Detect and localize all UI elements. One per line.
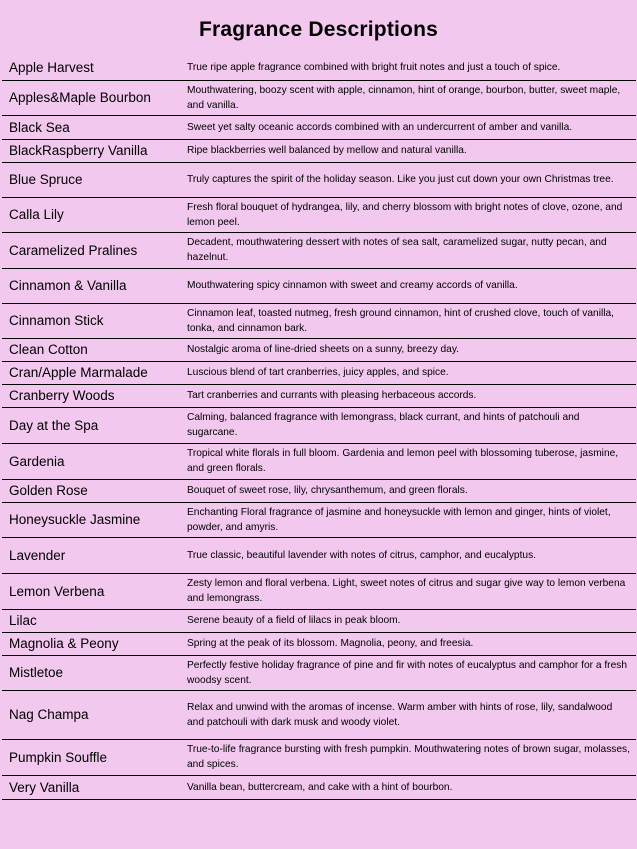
- fragrance-description: Tropical white florals in full bloom. Gardenia and lemon peel with blossoming tuberose, jasmine, and green florals.: [179, 443, 636, 479]
- fragrance-description: Serene beauty of a field of lilacs in peak bloom.: [179, 609, 636, 632]
- fragrance-description: Mouthwatering spicy cinnamon with sweet and creamy accords of vanilla.: [179, 268, 636, 303]
- fragrance-description: Enchanting Floral fragrance of jasmine and honeysuckle with lemon and ginger, hints of violet, powder, and amyris.: [179, 502, 636, 537]
- table-row: [2, 115, 636, 139]
- table-row: [2, 139, 636, 162]
- table-row: [2, 479, 636, 502]
- fragrance-description: True-to-life fragrance bursting with fresh pumpkin. Mouthwatering notes of brown sugar, molasses, and spices.: [179, 739, 636, 775]
- fragrance-description: Sweet yet salty oceanic accords combined with an undercurrent of amber and vanilla.: [179, 115, 636, 139]
- fragrance-description: Perfectly festive holiday fragrance of pine and fir with notes of eucalyptus and camphor for a fresh woodsy scent.: [179, 655, 636, 690]
- table-row: [2, 384, 636, 407]
- fragrance-name: Lilac: [2, 609, 179, 632]
- fragrance-name: Apple Harvest: [2, 56, 179, 80]
- fragrance-name: Lavender: [2, 537, 179, 573]
- fragrance-name: Calla Lily: [2, 197, 179, 232]
- table-row: [2, 690, 636, 739]
- fragrance-name: Day at the Spa: [2, 407, 179, 443]
- fragrance-description: True classic, beautiful lavender with notes of citrus, camphor, and eucalyptus.: [179, 537, 636, 573]
- fragrance-name: Honeysuckle Jasmine: [2, 502, 179, 537]
- fragrance-description: Decadent, mouthwatering dessert with notes of sea salt, caramelized sugar, nutty pecan, and hazelnut.: [179, 232, 636, 268]
- fragrance-name: Black Sea: [2, 115, 179, 139]
- fragrance-name: Blue Spruce: [2, 162, 179, 197]
- fragrance-name: Nag Champa: [2, 690, 179, 739]
- fragrance-description: Tart cranberries and currants with pleasing herbaceous accords.: [179, 384, 636, 407]
- table-row: [2, 162, 636, 197]
- fragrance-name: Cinnamon & Vanilla: [2, 268, 179, 303]
- page-title: Fragrance Descriptions: [199, 18, 438, 41]
- table-row: [2, 268, 636, 303]
- fragrance-name: Pumpkin Souffle: [2, 739, 179, 775]
- table-row: [2, 232, 636, 268]
- fragrance-name: Magnolia & Peony: [2, 632, 179, 655]
- fragrance-name: Caramelized Pralines: [2, 232, 179, 268]
- table-row: [2, 775, 636, 799]
- fragrance-description: Nostalgic aroma of line-dried sheets on a sunny, breezy day.: [179, 338, 636, 361]
- fragrance-description: Cinnamon leaf, toasted nutmeg, fresh ground cinnamon, hint of crushed clove, touch of vanilla, tonka, and cinnamon bark.: [179, 303, 636, 338]
- fragrance-description: Truly captures the spirit of the holiday season. Like you just cut down your own Christmas tree.: [179, 162, 636, 197]
- fragrance-name: Lemon Verbena: [2, 573, 179, 609]
- fragrance-name: Cran/Apple Marmalade: [2, 361, 179, 384]
- table-row: [2, 56, 636, 80]
- fragrance-name: BlackRaspberry Vanilla: [2, 139, 179, 162]
- table-row: [2, 739, 636, 775]
- table-row: [2, 80, 636, 115]
- table-row: [2, 609, 636, 632]
- fragrance-name: Cinnamon Stick: [2, 303, 179, 338]
- table-row: [2, 537, 636, 573]
- table-row: [2, 361, 636, 384]
- fragrance-description: Relax and unwind with the aromas of incense. Warm amber with hints of rose, lily, sandalwood and patchouli with dark musk and woody violet.: [179, 690, 636, 739]
- fragrance-description: Spring at the peak of its blossom. Magnolia, peony, and freesia.: [179, 632, 636, 655]
- fragrance-description: True ripe apple fragrance combined with bright fruit notes and just a touch of spice.: [179, 56, 636, 80]
- fragrance-table: [2, 56, 636, 800]
- fragrance-description: Mouthwatering, boozy scent with apple, cinnamon, hint of orange, bourbon, butter, sweet maple, and vanilla.: [179, 80, 636, 115]
- table-row: [2, 655, 636, 690]
- fragrance-description: Bouquet of sweet rose, lily, chrysanthemum, and green florals.: [179, 479, 636, 502]
- fragrance-name: Clean Cotton: [2, 338, 179, 361]
- fragrance-description: Fresh floral bouquet of hydrangea, lily, and cherry blossom with bright notes of clove, ozone, and lemon peel.: [179, 197, 636, 232]
- table-row: [2, 502, 636, 537]
- table-row: [2, 197, 636, 232]
- fragrance-description: Vanilla bean, buttercream, and cake with a hint of bourbon.: [179, 775, 636, 799]
- table-row: [2, 303, 636, 338]
- table-row: [2, 338, 636, 361]
- table-row: [2, 632, 636, 655]
- fragrance-description: Calming, balanced fragrance with lemongrass, black currant, and hints of patchouli and sugarcane.: [179, 407, 636, 443]
- fragrance-name: Apples&Maple Bourbon: [2, 80, 179, 115]
- table-row: [2, 573, 636, 609]
- fragrance-name: Golden Rose: [2, 479, 179, 502]
- fragrance-name: Gardenia: [2, 443, 179, 479]
- fragrance-description: Luscious blend of tart cranberries, juicy apples, and spice.: [179, 361, 636, 384]
- fragrance-table-body: [2, 56, 636, 799]
- fragrance-description: Zesty lemon and floral verbena. Light, sweet notes of citrus and sugar give way to lemon verbena and lemongrass.: [179, 573, 636, 609]
- fragrance-description: Ripe blackberries well balanced by mellow and natural vanilla.: [179, 139, 636, 162]
- table-row: [2, 407, 636, 443]
- fragrance-name: Very Vanilla: [2, 775, 179, 799]
- fragrance-name: Mistletoe: [2, 655, 179, 690]
- table-row: [2, 443, 636, 479]
- fragrance-name: Cranberry Woods: [2, 384, 179, 407]
